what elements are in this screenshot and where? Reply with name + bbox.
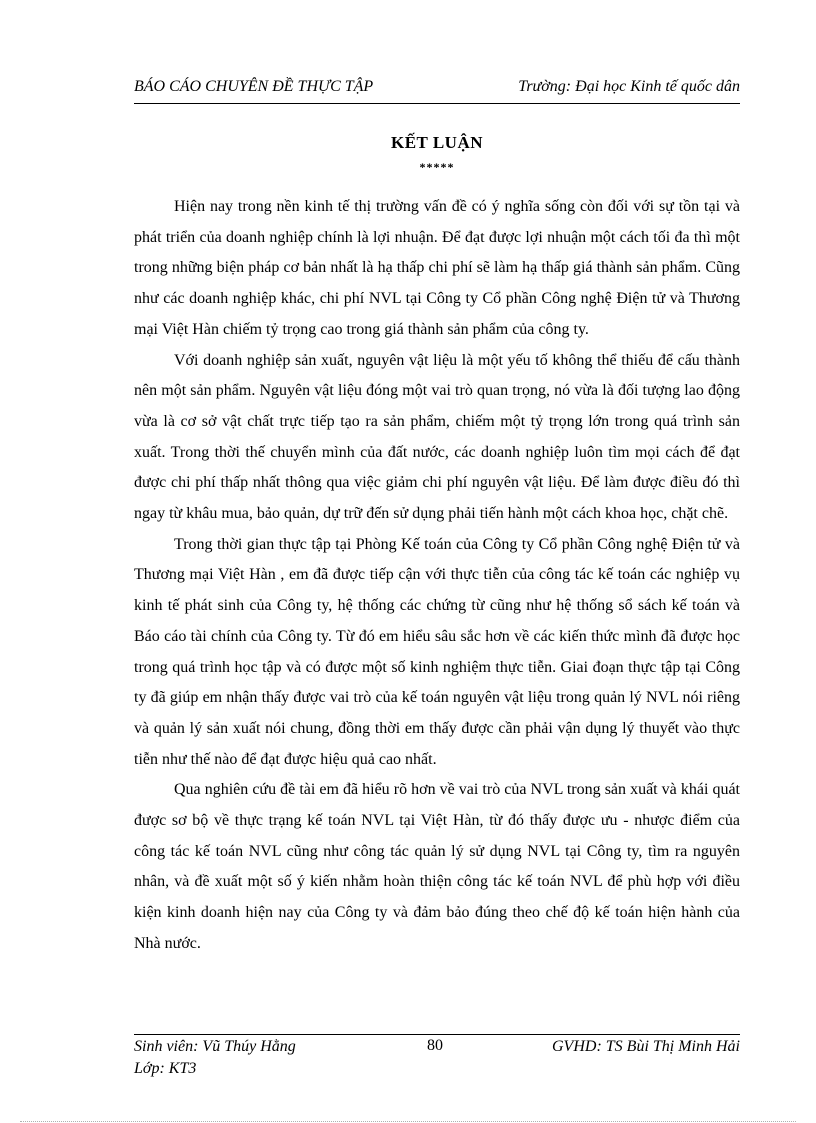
- page-edge: [20, 1121, 796, 1122]
- footer-advisor: GVHD: TS Bùi Thị Minh Hải: [552, 1038, 740, 1055]
- header-report-title: BÁO CÁO CHUYÊN ĐỀ THỰC TẬP: [134, 78, 374, 95]
- footer-class: Lớp: KT3: [134, 1060, 197, 1077]
- paragraph: Qua nghiên cứu đề tài em đã hiểu rõ hơn về vai trò của NVL trong sản xuất và khái quát được sơ bộ về thực trạng kế toán NVL tại Việt Hàn, từ đó thấy được ưu - nhược điểm của công tác kế toán NVL cũng như công tác quản lý sử dụng NVL tại Công ty, tìm ra nguyên nhân, và đề xuất một số ý kiến nhằm hoàn thiện công tác kế toán NVL để phù hợp với điều kiện kinh doanh hiện nay của Công ty và đảm bảo đúng theo chế độ kế toán hiện hành của Nhà nước.: [134, 781, 740, 952]
- page-title: KẾT LUẬN: [390, 133, 483, 152]
- page-header: [134, 78, 740, 106]
- page-number: 80: [427, 1037, 443, 1054]
- header-university: Trường: Đại học Kinh tế quốc dân: [518, 78, 740, 95]
- conclusion-body: [134, 192, 740, 960]
- paragraph: Hiện nay trong nền kinh tế thị trường vấn đề có ý nghĩa sống còn đối với sự tồn tại và phát triển của doanh nghiệp chính là lợi nhuận. Để đạt được lợi nhuận một cách tối đa thì một trong những biện pháp cơ bản nhất là hạ thấp chi phí sẽ làm hạ thấp giá thành sản phẩm. Cũng như các doanh nghiệp khác, chi phí NVL tại Công ty Cổ phần Công nghệ Điện tử và Thương mại Việt Hàn chiếm tỷ trọng cao trong giá thành sản phẩm của công ty.: [134, 198, 740, 338]
- header-divider: [134, 103, 740, 104]
- paragraph: Với doanh nghiệp sản xuất, nguyên vật liệu là một yếu tố không thể thiếu để cấu thành nên một sản phẩm. Nguyên vật liệu đóng một vai trò quan trọng, nó vừa là đối tượng lao động vừa là cơ sở vật chất trực tiếp tạo ra sản phẩm, chiếm một tỷ trọng lớn trong quá trình sản xuất. Trong thời thế chuyển mình của đất nước, các doanh nghiệp luôn tìm mọi cách để đạt được chi phí thấp nhất thông qua việc giảm chi phí nguyên vật liệu. Để làm được điều đó thì ngay từ khâu mua, bảo quản, dự trữ đến sử dụng phải tiến hành một cách khoa học, chặt chẽ.: [134, 351, 740, 523]
- footer-divider: [134, 1034, 740, 1035]
- paragraph: Trong thời gian thực tập tại Phòng Kế toán của Công ty Cổ phần Công nghệ Điện tử và Thương mại Việt Hàn , em đã được tiếp cận với thực tiễn của công tác kế toán các nghiệp vụ kinh tế phát sinh của Công ty, hệ thống các chứng từ cũng như hệ thống sổ sách kế toán và Báo cáo tài chính của Công ty. Từ đó em hiểu sâu sắc hơn về các kiến thức mình đã được học trong quá trình học tập và có được một số kinh nghiệm thực tiễn. Giai đoạn thực tập tại Công ty đã giúp em nhận thấy được vai trò của kế toán nguyên vật liệu trong quản lý NVL nói riêng và quản lý sản xuất nói chung, đồng thời em thấy được cần phải vận dụng lý thuyết vào thực tiễn như thế nào để đạt được hiệu quả cao nhất.: [134, 535, 740, 768]
- footer-student: Sinh viên: Vũ Thúy Hằng: [134, 1038, 296, 1055]
- title-ornament: *****: [419, 160, 455, 174]
